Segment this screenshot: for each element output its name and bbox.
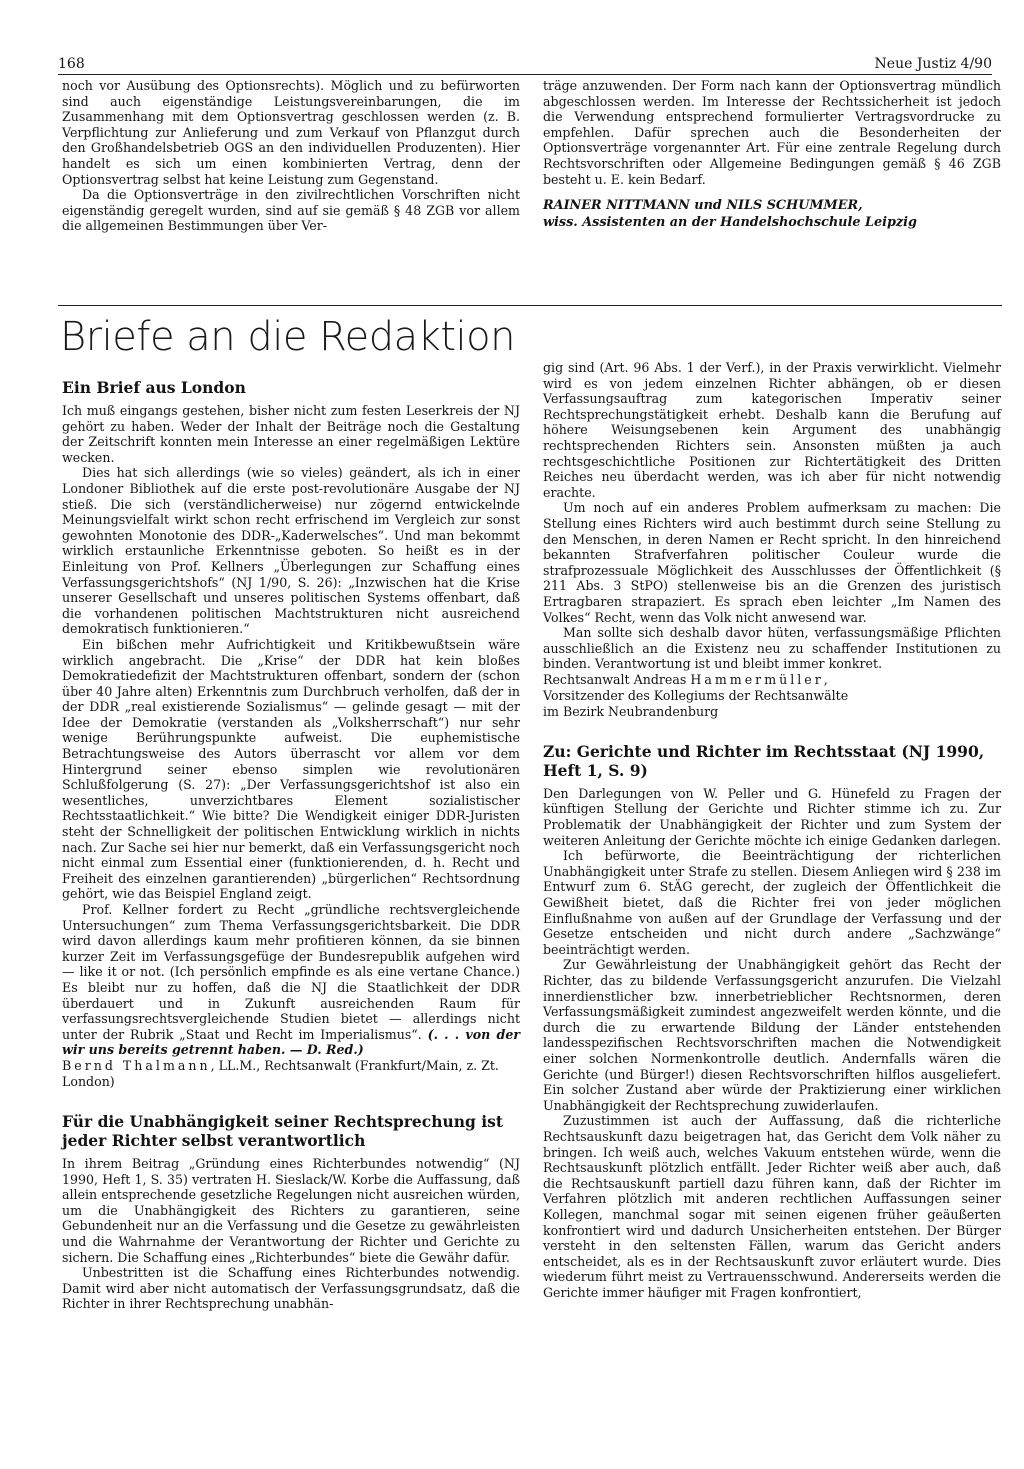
paragraph bbox=[62, 902, 520, 1058]
author-name: Bernd Thalmann bbox=[62, 1057, 211, 1073]
paragraph: Um noch auf ein anderes Problem aufmerksam zu machen: Die Stellung eines Richters wird auch bestimmt durch seine Stellung zu den Menschen, in deren Namen er Recht spricht. In den hinreichend bekannten Strafverfahren politischer Couleur wurde die strafprozessuale Möglichkeit des Ausschlusses der Öffentlichkeit (§ 211 Abs. 3 StPO) stellenweise bis an die Grenzen des juristisch Ertragbaren strapaziert. Es sprach eben leichter „Im Namen des Volkes“ Recht, wenn das Volk nicht anwesend war. bbox=[543, 500, 1001, 625]
section-title: Briefe an die Redaktion bbox=[60, 314, 515, 360]
paragraph: Man sollte sich deshalb davor hüten, verfassungsmäßige Pflichten ausschließlich an die Existenz neu zu schaffender Institutionen zu binden. Verantwortung ist und bleibt immer konkret. bbox=[543, 625, 1001, 672]
paragraph: gig sind (Art. 96 Abs. 1 der Verf.), in der Praxis verwirklicht. Vielmehr wird es von jedem einzelnen Richter abhängen, ob er diesen Verfassungsauftrag zum kategorischen Imperativ seiner Rechtsprechungstätigkeit erhebt. Deshalb kann die Berufung auf höhere Weisungsebenen kein Argument des unabhängig rechtsprechenden Richters sein. Ansonsten müßten ja auch rechtsgeschichtliche Positionen zur Richtertätigkeit des Dritten Reiches neu überdacht werden, was ich aber für nicht notwendig erachte. bbox=[543, 360, 1001, 500]
page-header bbox=[58, 48, 992, 75]
author-details: , LL.M., Rechtsanwalt (Frankfurt/Main, z. Zt. London) bbox=[62, 1057, 499, 1089]
paragraph: Ich muß eingangs gestehen, bisher nicht zum festen Leserkreis der NJ gehört zu haben. Weder der Inhalt der Beiträge noch die Gestaltung der Zeitschrift konnten mein Interesse an einer regelmäßigen Lektüre wecken. bbox=[62, 403, 520, 465]
author-role: Vorsitzender des Kollegiums der Rechtsanwälte bbox=[543, 687, 849, 703]
signature-authors: RAINER NITTMANN und NILS SCHUMMER, bbox=[543, 198, 863, 214]
paragraph: Den Darlegungen von W. Peller und G. Hünefeld zu Fragen der künftigen Stellung der Gerichte und Richter stimme ich zu. Zur Problematik der Unabhängigkeit der Richter und zum System der weiteren Anleitung der Gerichte möchte ich einige Gedanken darlegen. bbox=[543, 785, 1001, 848]
author-district: im Bezirk Neubrandenburg bbox=[543, 703, 719, 719]
article-signature bbox=[543, 197, 1001, 231]
paragraph-text: Prof. Kellner fordert zu Recht „gründliche rechtsvergleichende Untersuchungen“ zum Thema Verfassungsgerichtsbarkeit. Die DDR wird davon allerdings kaum mehr profitieren können, da sie binnen kurzer Zeit im Verfassungsgefüge der Bundesrepublik aufgehen wird — like it or not. (Ich persönlich empfinde es als eine vertane Chance.) Es bleibt nur zu hoffen, daß die NJ die Staatlichkeit der DDR überdauert und in Zukunft ausreichenden Raum für verfassungsrechtsvergleichende Studien bietet — allerdings nicht unter der Rubrik „Staat und Recht im Imperialismus“. bbox=[62, 902, 520, 1042]
paragraph: In ihrem Beitrag „Gründung eines Richterbundes notwendig“ (NJ 1990, Heft 1, S. 35) vertraten H. Sieslack/W. Korbe die Auffassung, daß allein entsprechende gesetzliche Regelungen nicht ausreichen würden, um die Unabhängigkeit des Richters zu garantieren, seine Gebundenheit nur an die Verfassung und die Gesetze zu gewährleisten und die Wahrnahme der Verantwortung der Richter und Gerichte zu sichern. Die Schaffung eines „Richterbundes“ biete die Gewähr dafür. bbox=[62, 1155, 520, 1265]
paragraph: Zuzustimmen ist auch der Auffassung, daß die richterliche Rechtsauskunft dazu beigetragen hat, das Gericht dem Volk näher zu bringen. Ich weiß auch, welches Vakuum entstehen würde, wenn die Rechtsauskunft plötzlich entfällt. Jeder Richter weiß aber auch, daß die Rechtsauskunft partiell dazu führen kann, daß der Richter im Verfahren plötzlich mit anderen rechtlichen Auffassungen seiner Kollegen, manchmal sogar mit seinen eigenen früher geäußerten konfrontiert wird und dadurch Unsicherheiten entstehen. Der Bürger versteht in den seltensten Fällen, warum das Gericht anders entscheidet, als es in der Rechtsauskunft zuvor erläutert wurde. Dies wiederum führt meist zu Vertrauensschwund. Andererseits werden die Gerichte immer häufiger mit Fragen konfrontiert, bbox=[543, 1113, 1001, 1300]
editor-note: (. . . von der wir uns bereits getrennt haben. — D. Red.) bbox=[62, 1026, 520, 1058]
paragraph: Unbestritten ist die Schaffung eines Richterbundes notwendig. Damit wird aber nicht automatisch der Verfassungsgrundsatz, daß die Richter in ihrer Rechtsprechung unabhän- bbox=[62, 1265, 520, 1312]
top-article-left-column bbox=[62, 78, 520, 234]
section-divider bbox=[58, 305, 1002, 306]
top-article-right-column bbox=[543, 78, 1001, 231]
letter-heading: Für die Unabhängigkeit seiner Rechtsprechung ist jeder Richter selbst verantwortlich bbox=[62, 1111, 504, 1150]
author-prefix: Rechtsanwalt Andreas bbox=[543, 671, 691, 687]
journal-issue: Neue Justiz 4/90 bbox=[874, 56, 992, 72]
letters-left-column bbox=[62, 378, 520, 1312]
paragraph: Zur Gewährleistung der Unabhängigkeit gehört das Recht der Richter, das zu bildende Verfassungsgericht anzurufen. Die Vielzahl innerdienstlicher bzw. innerbetrieblicher Rechtsnormen, deren Verfassungsmäßigkeit zumindest angezweifelt werden könnte, und die durch die zu erwartende Bildung der Länder entstehenden landesspezifischen Rechtsvorschriften machen die Notwendigkeit einer solchen Normenkontrolle deutlich. Andernfalls wären die Gerichte (und Bürger!) diesen Rechtsvorschriften hilflos ausgeliefert. Ein solcher Zustand aber würde der Praktizierung einer wirklichen Unabhängigkeit der Rechtsprechung zuwiderlaufen. bbox=[543, 957, 1001, 1113]
letter-author bbox=[543, 672, 1001, 720]
signature-affiliation: wiss. Assistenten an der Handelshochschule Leipzig bbox=[543, 215, 917, 231]
letter-heading: Ein Brief aus London bbox=[62, 378, 246, 397]
author-suffix: , bbox=[823, 671, 828, 687]
author-name: Hammermüller bbox=[690, 671, 824, 687]
paragraph: Da die Optionsverträge in den zivilrechtlichen Vorschriften nicht eigenständig geregelt wurden, sind auf sie gemäß § 48 ZGB vor allem die allgemeinen Bestimmungen über Ver- bbox=[62, 187, 520, 234]
letter-author bbox=[62, 1058, 520, 1090]
paragraph: Ein bißchen mehr Aufrichtigkeit und Kritikbewußtsein wäre wirklich angebracht. Die „Krise“ der DDR hat kein bloßes Demokratiedefizit der Machtstrukturen offenbart, sondern der (schon über 40 Jahre alten) Erkenntnis zum Durchbruch verholfen, daß der in der DDR „real existierende Sozialismus“ — gelinde gesagt — mit der Idee der Demokratie (verstanden als „Volksherrschaft“) nur sehr wenige Berührungspunkte aufweist. Die euphemistische Betrachtungsweise des Autors überrascht vor allem vor dem Hintergrund seiner ebenso simplen wie revolutionären Schlußfolgerung (S. 27): „Der Verfassungsgerichtshof ist also ein wesentliches, unverzichtbares Element sozialistischer Rechtsstaatlichkeit.“ Wie bitte? Die Wendigkeit einiger DDR-Juristen steht der Schnelligkeit der politischen Entwicklung wirklich in nichts nach. Zur Sache sei hier nur bemerkt, daß ein Verfassungsgericht noch nicht einmal zum Essential einer (funktionierenden, d. h. Recht und Freiheit des einzelnen garantierenden) „bürgerlichen“ Rechtsordnung gehört, wie das Beispiel England zeigt. bbox=[62, 636, 520, 902]
letter-heading: Zu: Gerichte und Richter im Rechtsstaat (NJ 1990, Heft 1, S. 9) bbox=[543, 741, 985, 780]
letters-right-column bbox=[543, 360, 1001, 1300]
paragraph: träge anzuwenden. Der Form nach kann der Optionsvertrag mündlich abgeschlossen werden. Im Interesse der Rechtssicherheit ist jedoch die Verwendung entsprechend formulierter Vertragsvordrucke zu empfehlen. Dafür sprechen auch die Besonderheiten der Optionsverträge vorgenannter Art. Für eine zentrale Regelung durch Rechtsvorschriften oder Allgemeine Bedingungen gemäß § 46 ZGB besteht u. E. kein Bedarf. bbox=[543, 78, 1001, 187]
paragraph: Dies hat sich allerdings (wie so vieles) geändert, als ich in einer Londoner Bibliothek auf die erste post-revolutionäre Ausgabe der NJ stieß. Die sich (verständlicherweise) nur zögernd entwickelnde Meinungsvielfalt wirkt schon recht erfrischend im Vergleich zur sonst gewohnten Monotonie des DDR-„Kaderwelsches“. Und man bekommt wirklich erstaunliche Erkenntnisse geboten. So heißt es in der Einleitung von Prof. Kellners „Überlegungen zur Schaffung eines Verfassungsgerichtshofs“ (NJ 1/90, S. 26): „Inzwischen hat die Krise unserer Gesellschaft und unseres politischen Systems offenbart, daß die vorhandenen politischen Machtstrukturen nicht ausreichend demokratisch funktionieren.“ bbox=[62, 465, 520, 637]
paragraph: Ich befürworte, die Beeinträchtigung der richterlichen Unabhängigkeit unter Strafe zu stellen. Diesem Anliegen wird § 238 im Entwurf zum 6. StÄG gerecht, der zugleich der Öffentlichkeit die Gewißheit bietet, daß die Richter frei von jeder möglichen Einflußnahme von außen auf der Grundlage der Verfassung und der Gesetze entscheiden und nicht durch andere „Sachzwänge“ beeinträchtigt werden. bbox=[543, 848, 1001, 957]
paragraph: noch vor Ausübung des Optionsrechts). Möglich und zu befürworten sind auch eigenständige Leistungsvereinbarungen, die im Zusammenhang mit dem Optionsvertrag geschlossen werden (z. B. Verpflichtung zur Anlieferung und zum Verkauf von Pflanzgut durch den Großhandelsbetrieb OGS an den individuellen Produzenten). Hier handelt es sich um einen kombinierten Vertrag, denn der Optionsvertrag selbst hat keine Leistung zum Gegenstand. bbox=[62, 78, 520, 187]
page-number: 168 bbox=[58, 56, 85, 72]
